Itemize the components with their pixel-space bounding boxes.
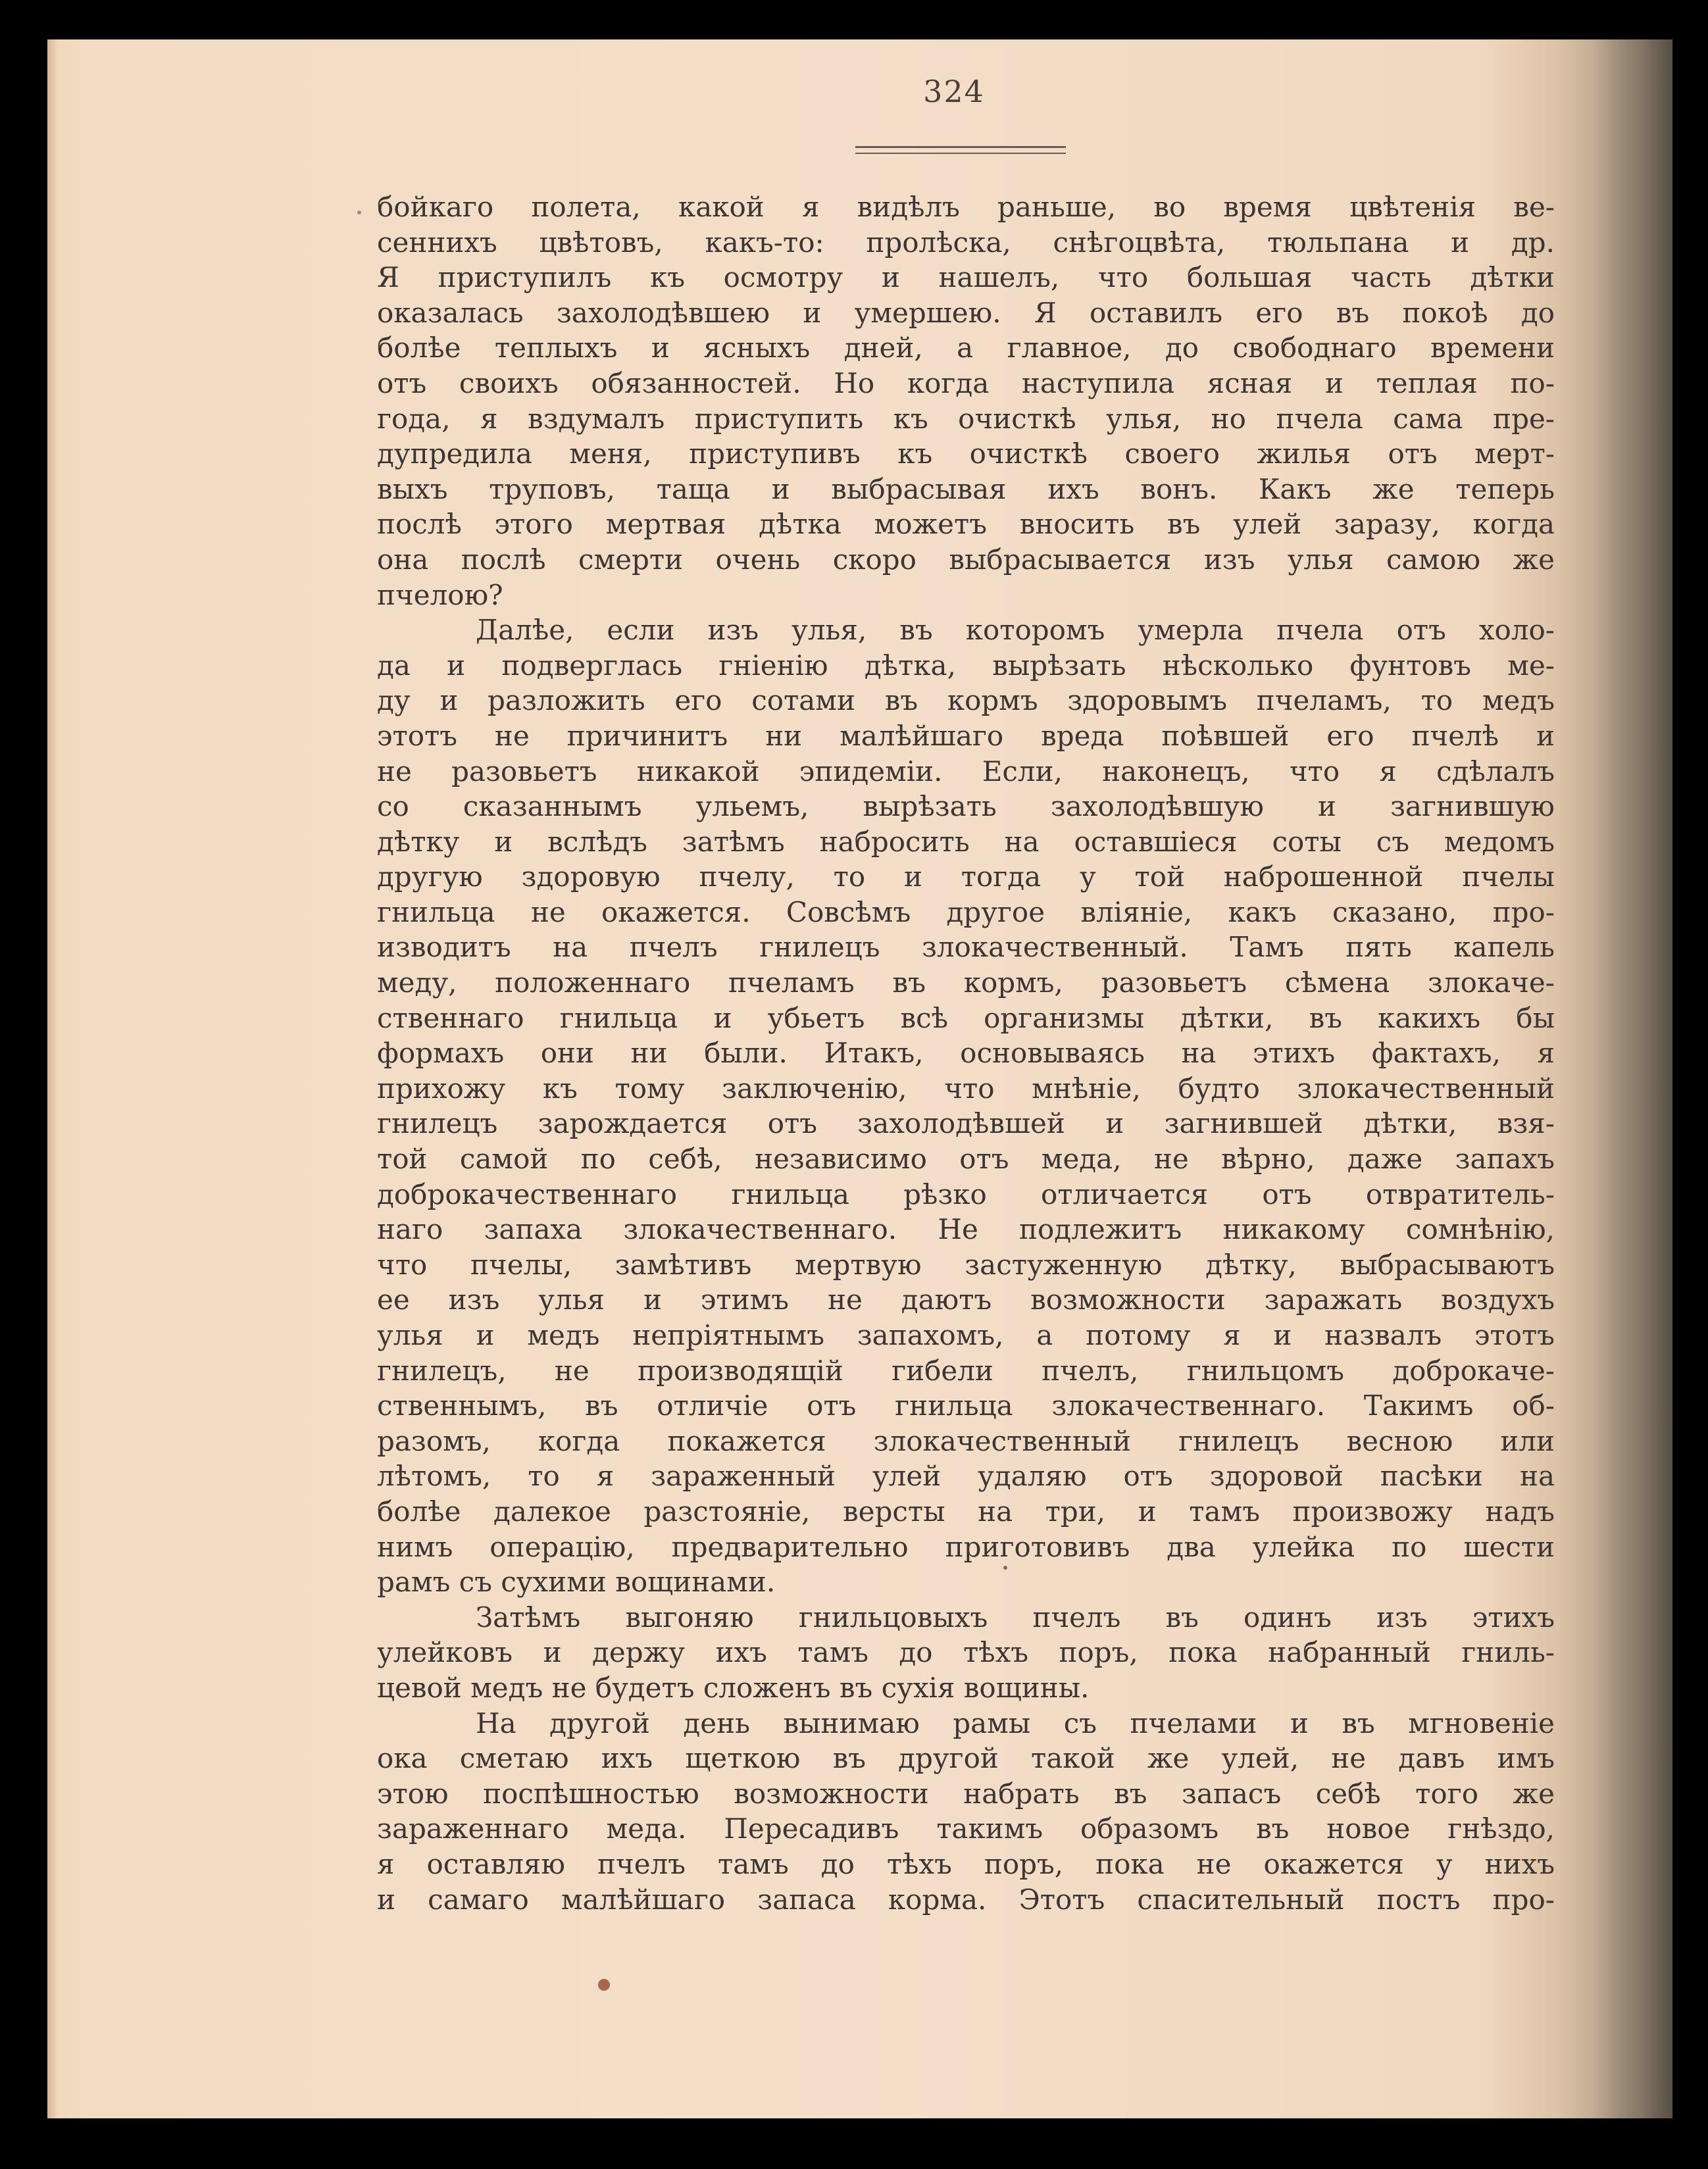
- paragraph-start-line: На другой день вынимаю рамы съ пчелами и въ мгновеніе: [476, 1707, 1555, 1739]
- text-line: гнилецъ зарождается отъ захолодѣвшей и загнившей дѣтки, взя-: [377, 1107, 1555, 1140]
- text-line: меду, положеннаго пчеламъ въ кормъ, разовьетъ сѣмена злокаче-: [377, 966, 1555, 999]
- text-line: со сказаннымъ ульемъ, вырѣзать захолодѣвшую и загнившую: [377, 790, 1555, 823]
- gutter-shadow: [1594, 39, 1672, 2118]
- page-number: 324: [923, 74, 985, 109]
- text-line: той самой по себѣ, независимо отъ меда, не вѣрно, даже запахъ: [377, 1143, 1555, 1176]
- text-line: года, я вздумалъ приступить къ очисткѣ улья, но пчела сама пре-: [377, 402, 1555, 435]
- header-rule: [855, 146, 1066, 148]
- text-line: Я приступилъ къ осмотру и нашелъ, что большая часть дѣтки: [377, 261, 1555, 294]
- text-line: цевой медъ не будетъ сложенъ въ сухія вощины.: [377, 1671, 1090, 1704]
- text-line: улья и медъ непріятнымъ запахомъ, а потому я и назвалъ этотъ: [377, 1319, 1555, 1351]
- ink-speck: [598, 1979, 610, 1991]
- text-line: оказалась захолодѣвшею и умершею. Я оставилъ его въ покоѣ до: [377, 296, 1555, 329]
- text-line: гнильца не окажется. Совсѣмъ другое вліяніе, какъ сказано, про-: [377, 895, 1555, 928]
- text-line: лѣтомъ, то я зараженный улей удаляю отъ здоровой пасѣки на: [377, 1460, 1555, 1493]
- text-line: гнилецъ, не производящій гибели пчелъ, гнильцомъ доброкаче-: [377, 1354, 1555, 1387]
- paragraph-start-line: Затѣмъ выгоняю гнильцовыхъ пчелъ въ одинъ изъ этихъ: [476, 1601, 1555, 1633]
- header-rule-thin: [855, 153, 1066, 154]
- text-line: рамъ съ сухими вощинами.: [377, 1566, 776, 1599]
- text-line: разомъ, когда покажется злокачественный гнилецъ весною или: [377, 1424, 1555, 1457]
- text-line: она послѣ смерти очень скоро выбрасывается изъ улья самою же: [377, 543, 1555, 576]
- text-line: этотъ не причинитъ ни малѣйшаго вреда поѣвшей его пчелѣ и: [377, 719, 1555, 752]
- text-line: дѣтку и вслѣдъ затѣмъ набросить на оставшіеся соты съ медомъ: [377, 825, 1555, 858]
- text-line: болѣе далекое разстояніе, версты на три, и тамъ произвожу надъ: [377, 1495, 1555, 1528]
- text-line: ду и разложить его сотами въ кормъ здоровымъ пчеламъ, то медъ: [377, 684, 1555, 717]
- text-line: доброкачественнаго гнильца рѣзко отличается отъ отвратитель-: [377, 1178, 1555, 1210]
- ink-speck: [1003, 1566, 1007, 1570]
- text-line: улейковъ и держу ихъ тамъ до тѣхъ поръ, пока набранный гниль-: [377, 1636, 1555, 1669]
- text-line: формахъ они ни были. Итакъ, основываясь на этихъ фактахъ, я: [377, 1037, 1555, 1070]
- text-line: ее изъ улья и этимъ не даютъ возможности заражать воздухъ: [377, 1284, 1555, 1316]
- text-line: наго запаха злокачественнаго. Не подлежитъ никакому сомнѣнію,: [377, 1213, 1555, 1246]
- text-line: и самаго малѣйшаго запаса корма. Этотъ спасительный постъ про-: [377, 1883, 1555, 1916]
- text-line: выхъ труповъ, таща и выбрасывая ихъ вонъ. Какъ же теперь: [377, 472, 1555, 505]
- text-line: ственнаго гнильца и убьетъ всѣ организмы дѣтки, въ какихъ бы: [377, 1001, 1555, 1034]
- text-line: дупредила меня, приступивъ къ очисткѣ своего жилья отъ мерт-: [377, 437, 1555, 470]
- text-line: послѣ этого мертвая дѣтка можетъ вносить въ улей заразу, когда: [377, 508, 1555, 541]
- text-line: нимъ операцію, предварительно приготовивъ два улейка по шести: [377, 1530, 1555, 1563]
- text-line: ока сметаю ихъ щеткою въ другой такой же улей, не давъ имъ: [377, 1742, 1555, 1775]
- text-line: изводитъ на пчелъ гнилецъ злокачественный. Тамъ пять капель: [377, 931, 1555, 964]
- text-line: ственнымъ, въ отличіе отъ гнильца злокачественнаго. Такимъ об-: [377, 1389, 1555, 1422]
- text-line: да и подверглась гніенію дѣтка, вырѣзать нѣсколько фунтовъ ме-: [377, 649, 1555, 682]
- text-line: не разовьетъ никакой эпидеміи. Если, наконецъ, что я сдѣлалъ: [377, 755, 1555, 787]
- page-edge: [47, 39, 57, 2118]
- text-line: я оставляю пчелъ тамъ до тѣхъ поръ, пока не окажется у нихъ: [377, 1847, 1555, 1880]
- text-line: другую здоровую пчелу, то и тогда у той наброшенной пчелы: [377, 860, 1555, 893]
- text-line: зараженнаго меда. Пересадивъ такимъ образомъ въ новое гнѣздо,: [377, 1812, 1555, 1845]
- text-line: сеннихъ цвѣтовъ, какъ-то: пролѣска, снѣгоцвѣта, тюльпана и др.: [377, 226, 1555, 259]
- text-line: этою поспѣшностью возможности набрать въ запасъ себѣ того же: [377, 1777, 1555, 1810]
- text-line: пчелою?: [377, 578, 503, 611]
- text-line: что пчелы, замѣтивъ мертвую застуженную дѣтку, выбрасываютъ: [377, 1248, 1555, 1281]
- body-text: [377, 189, 1555, 1917]
- text-line: бойкаго полета, какой я видѣлъ раньше, во время цвѣтенія ве-: [377, 191, 1555, 223]
- text-line: отъ своихъ обязанностей. Но когда наступила ясная и теплая по-: [377, 366, 1555, 399]
- text-line: прихожу къ тому заключенію, что мнѣніе, будто злокачественный: [377, 1072, 1555, 1105]
- paragraph-start-line: Далѣе, если изъ улья, въ которомъ умерла пчела отъ холо-: [476, 614, 1555, 647]
- ink-speck: [357, 211, 361, 214]
- text-line: болѣе теплыхъ и ясныхъ дней, а главное, до свободнаго времени: [377, 332, 1555, 364]
